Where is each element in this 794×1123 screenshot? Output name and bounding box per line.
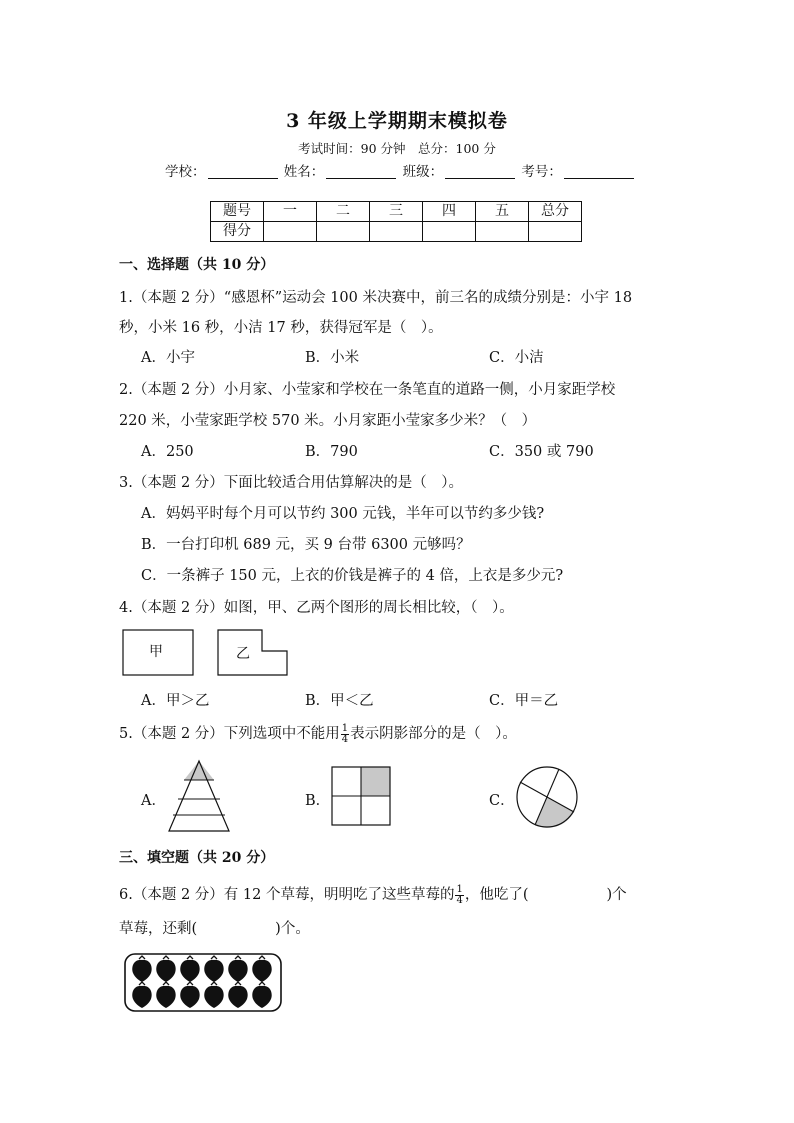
score-header-cell: 二 [317,202,370,222]
section-3-title: 三、填空题（共 20 分） [119,850,275,866]
q1-option-a[interactable]: A．小宇 [141,350,195,366]
strawberry-stem-icon [163,956,169,959]
strawberry-icon [204,960,223,982]
q5-line1 [119,722,517,745]
q4-option-a[interactable]: A．甲＞乙 [141,693,210,709]
page-title: 3 年级上学期期末模拟卷 [286,110,508,132]
strawberry-icon [228,960,247,982]
name-blank[interactable] [326,164,396,179]
strawberry-stem-icon [259,956,265,959]
score-header-cell: 五 [476,202,529,222]
strawberry-icon [252,986,271,1008]
strawberry-stem-icon [139,956,145,959]
score-cell[interactable] [476,222,529,242]
square-shaded-cell [361,767,390,796]
q5-frac-num: 1 [341,722,349,734]
strawberry-stem-icon [163,982,169,985]
q5-option-c[interactable]: C． [489,793,515,809]
q5-text-post: 表示阴影部分的是（ ）。 [350,726,517,742]
shape-yi-label: 乙 [236,646,250,662]
q2-line1: 2.（本题 2 分）小月家、小莹家和学校在一条笔直的道路一侧，小月家距学校 [119,382,616,398]
circle-divider-line [520,782,574,812]
q3-option-a[interactable]: A．妈妈平时每个月可以节约 300 元钱，半年可以节约多少钱? [141,506,545,522]
q3-option-b[interactable]: B．一台打印机 689 元，买 9 台带 6300 元够吗？ [141,537,471,553]
strawberry-stem-icon [211,982,217,985]
strawberry-stem-icon [235,956,241,959]
score-cell[interactable] [264,222,317,242]
exam-no-blank[interactable] [564,164,634,179]
school-label: 学校： [165,164,206,180]
q4-option-b[interactable]: B．甲＜乙 [305,693,374,709]
circle-outline [517,767,577,827]
triangle-outline [169,761,229,831]
q1-line1: 1.（本题 2 分）“感恩杯”运动会 100 米决赛中，前三名的成绩分别是：小宇 18 [119,290,633,306]
q3-line1: 3.（本题 2 分）下面比较适合用估算解决的是（ ）。 [119,475,464,491]
score-header-cell: 三 [370,202,423,222]
score-cell[interactable] [370,222,423,242]
q5-option-b[interactable]: B． [305,793,331,809]
class-blank[interactable] [445,164,515,179]
strawberry-icon [204,986,223,1008]
square-outline [332,767,390,825]
school-blank[interactable] [208,164,278,179]
score-header-cell: 总分 [529,202,582,222]
q5-fraction [341,724,349,745]
strawberry-icon [132,986,151,1008]
shape-yi-polygon [218,630,287,675]
circle-shaded-sector [535,797,574,828]
score-header-cell: 四 [423,202,476,222]
q4-option-c[interactable]: C．甲＝乙 [489,693,559,709]
strawberry-stem-icon [187,982,193,985]
score-cell[interactable] [423,222,476,242]
q6-line2-post: )个。 [275,921,310,937]
exam-no-label: 考号： [521,164,562,180]
q6-text-mid: ，他吃了( [464,887,529,903]
strawberry-icon [252,960,271,982]
section-1-title: 一、选择题（共 10 分） [119,257,275,273]
q1-option-c[interactable]: C．小洁 [489,350,544,366]
strawberry-stem-icon [211,956,217,959]
score-table [210,201,582,242]
strawberry-icon [156,986,175,1008]
q6-fraction [455,885,463,906]
q2-option-c[interactable]: C．350 或 790 [489,444,594,460]
score-row-label: 得分 [211,222,264,242]
triangle-shaded-top [184,761,214,780]
q5-text-pre: 5.（本题 2 分）下列选项中不能用 [119,726,340,742]
score-cell[interactable] [529,222,582,242]
score-header-cell: 题号 [211,202,264,222]
q1-line2: 秒，小米 16 秒，小洁 17 秒，获得冠军是（ ）。 [119,320,443,336]
q1-option-b[interactable]: B．小米 [305,350,360,366]
strawberry-stem-icon [139,982,145,985]
q2-option-a[interactable]: A．250 [141,444,194,460]
strawberry-icon [156,960,175,982]
strawberry-icon [228,986,247,1008]
class-label: 班级： [402,164,444,180]
q5-option-a[interactable]: A． [141,793,166,809]
q6-frac-num: 1 [456,883,463,895]
q6-frac-den: 4 [456,894,463,906]
q6-text-post: )个 [606,887,627,903]
q6-line2-pre: 草莓，还剩( [119,921,198,937]
q2-line2: 220 米，小莹家距学校 570 米。小月家距小莹家多少米？（ ） [119,413,537,429]
strawberry-stem-icon [259,982,265,985]
student-info-line [165,160,636,180]
score-table-header-row [211,202,582,222]
shape-jia-label: 甲 [149,644,163,660]
q5-frac-den: 4 [341,733,349,745]
strawberry-icon [132,960,151,982]
name-label: 姓名： [283,164,325,180]
strawberry-box-figure [124,953,284,1013]
score-header-cell: 一 [264,202,317,222]
strawberry-stem-icon [187,956,193,959]
q6-line1 [119,883,627,906]
strawberry-group [132,956,271,1008]
score-table-score-row [211,222,582,242]
circle-divider-line [535,769,559,825]
q6-text-pre: 6.（本题 2 分）有 12 个草莓，明明吃了这些草莓的 [119,887,455,903]
exam-subtitle: 考试时间：90 分钟 总分：100 分 [298,141,496,156]
q2-option-b[interactable]: B．790 [305,444,358,460]
strawberry-stem-icon [235,982,241,985]
strawberry-icon [180,960,199,982]
q3-option-c[interactable]: C．一条裤子 150 元，上衣的价钱是裤子的 4 倍，上衣是多少元? [141,568,564,584]
q4-line1: 4.（本题 2 分）如图，甲、乙两个图形的周长相比较，（ ）。 [119,600,514,616]
score-cell[interactable] [317,222,370,242]
q6-line2 [119,917,310,938]
strawberry-icon [180,986,199,1008]
